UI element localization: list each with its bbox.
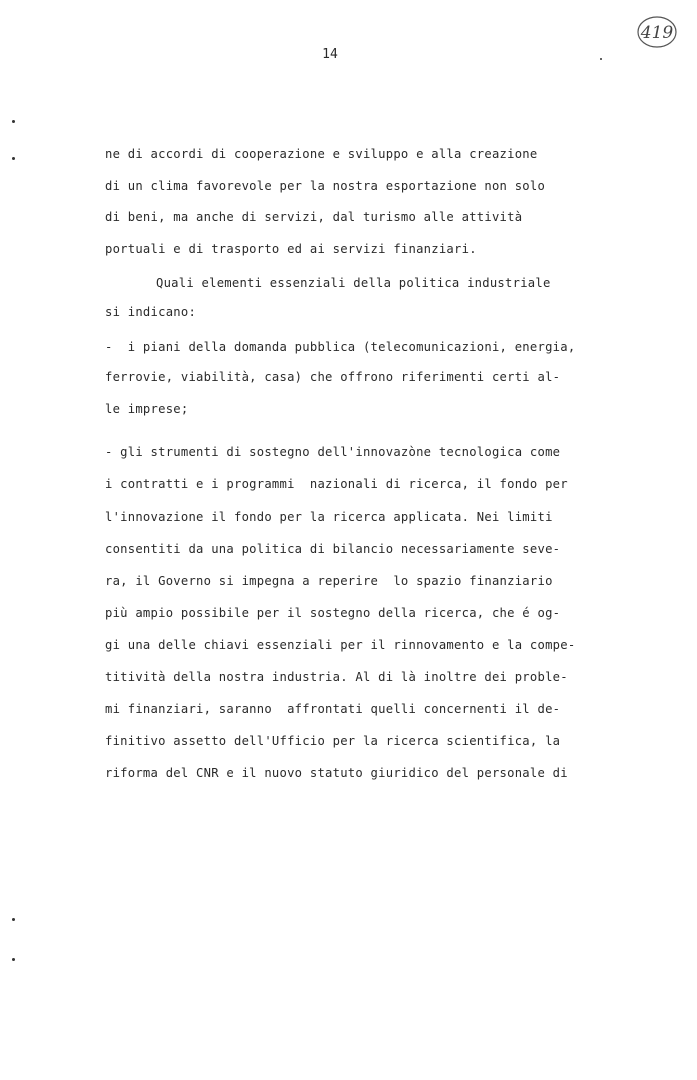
margin-dot [12, 958, 15, 961]
margin-dot [12, 120, 15, 123]
page-number: 14 [322, 47, 338, 62]
text-line: di un clima favorevole per la nostra esportazione non solo [105, 179, 546, 193]
text-line: riforma del CNR e il nuovo statuto giuridico del personale di [105, 766, 568, 780]
text-line: le imprese; [105, 402, 189, 416]
archive-stamp [636, 15, 678, 49]
text-line: consentiti da una politica di bilancio necessariamente seve- [105, 542, 561, 556]
text-line: ne di accordi di cooperazione e sviluppo e alla creazione [105, 147, 538, 161]
svg-text:419: 419 [640, 23, 674, 43]
text-line: di beni, ma anche di servizi, dal turismo alle attività [105, 210, 523, 224]
text-line: si indicano: [105, 305, 197, 319]
margin-dot [600, 58, 602, 60]
text-line: finitivo assetto dell'Ufficio per la ricerca scientifica, la [105, 734, 561, 748]
text-line: più ampio possibile per il sostegno della ricerca, che é og- [105, 606, 561, 620]
text-line: ferrovie, viabilità, casa) che offrono riferimenti certi al- [105, 370, 561, 384]
text-line: - i piani della domanda pubblica (telecomunicazioni, energia, [105, 340, 576, 354]
text-line: - gli strumenti di sostegno dell'innovazòne tecnologica come [105, 445, 561, 459]
text-line: portuali e di trasporto ed ai servizi finanziari. [105, 242, 477, 256]
margin-dot [12, 157, 15, 160]
text-line: titività della nostra industria. Al di là inoltre dei proble- [105, 670, 568, 684]
text-line: l'innovazione il fondo per la ricerca applicata. Nei limiti [105, 510, 553, 524]
text-line: ra, il Governo si impegna a reperire lo spazio finanziario [105, 574, 553, 588]
text-line: mi finanziari, saranno affrontati quelli concernenti il de- [105, 702, 561, 716]
margin-dot [12, 918, 15, 921]
text-line: i contratti e i programmi nazionali di ricerca, il fondo per [105, 477, 568, 491]
text-line: Quali elementi essenziali della politica industriale [156, 276, 551, 290]
text-line: gi una delle chiavi essenziali per il rinnovamento e la compe- [105, 638, 576, 652]
